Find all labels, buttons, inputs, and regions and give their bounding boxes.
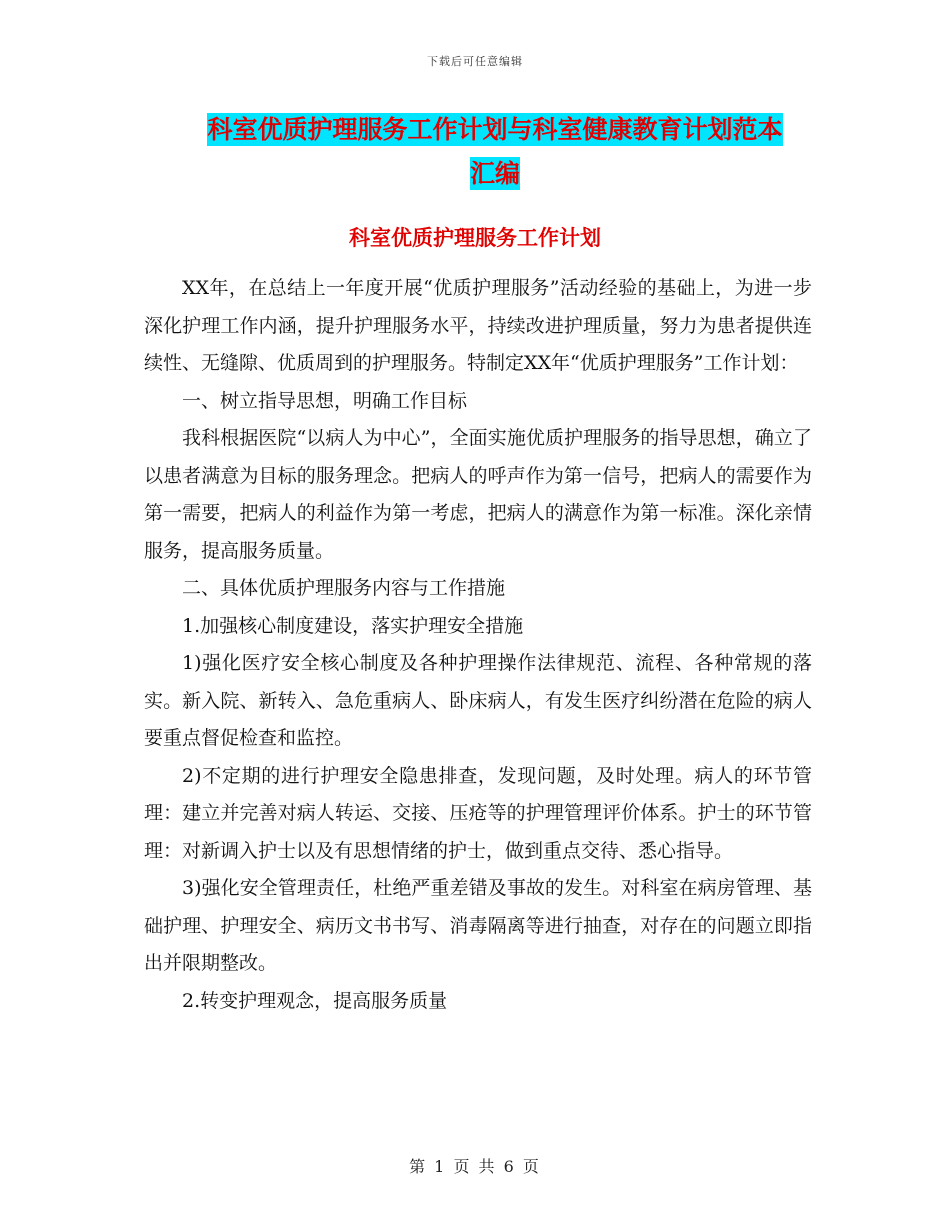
heading-measures: 二、具体优质护理服务内容与工作措施 <box>182 577 506 599</box>
paragraph-item-1: 1)强化医疗安全核心制度及各种护理操作法律规范、流程、各种常规的落实。新入院、新转入、急危重病人、卧床病人，有发生医疗纠纷潜在危险的病人要重点督促检查和监控。 <box>144 652 812 749</box>
section-title: 科室优质护理服务工作计划 <box>349 226 601 250</box>
paragraph-guiding-principle: 我科根据医院“以病人为中心”，全面实施优质护理服务的指导思想，确立了以患者满意为目标的服务理念。把病人的呼声作为第一信号，把病人的需要作为第一需要，把病人的利益作为第一考虑，把病人的满意作为第一标准。深化亲情服务，提高服务质量。 <box>144 427 812 562</box>
subheading-service-concept: 2.转变护理观念，提高服务质量 <box>182 989 448 1012</box>
subheading-core-system: 1.加强核心制度建设，落实护理安全措施 <box>182 614 524 637</box>
document-title-line-2: 汇编 <box>469 159 520 188</box>
paragraph-item-2: 2)不定期的进行护理安全隐患排查，发现问题，及时处理。病人的环节管理：建立并完善对病人转运、交接、压疮等的护理管理评价体系。护士的环节管理：对新调入护士以及有思想情绪的护士，做到重点交待、悉心指导。 <box>144 764 812 862</box>
heading-guiding-principle: 一、树立指导思想，明确工作目标 <box>182 389 468 412</box>
header-note: 下载后可任意编辑 <box>427 55 523 68</box>
page-number: 第 1 页 共 6 页 <box>409 1157 541 1176</box>
paragraph-intro: XX年，在总结上一年度开展“优质护理服务”活动经验的基础上，为进一步深化护理工作内涵，提升护理服务水平，持续改进护理质量，努力为患者提供连续性、无缝隙、优质周到的护理服务。特制定XX年“优质护理服务”工作计划： <box>144 277 812 374</box>
document-title-line-1: 科室优质护理服务工作计划与科室健康教育计划范本 <box>207 115 783 144</box>
document-body <box>144 270 812 1020</box>
paragraph-item-3: 3)强化安全管理责任，杜绝严重差错及事故的发生。对科室在病房管理、基础护理、护理安全、病历文书书写、消毒隔离等进行抽查，对存在的问题立即指出并限期整改。 <box>144 877 812 974</box>
document-title <box>150 108 840 196</box>
